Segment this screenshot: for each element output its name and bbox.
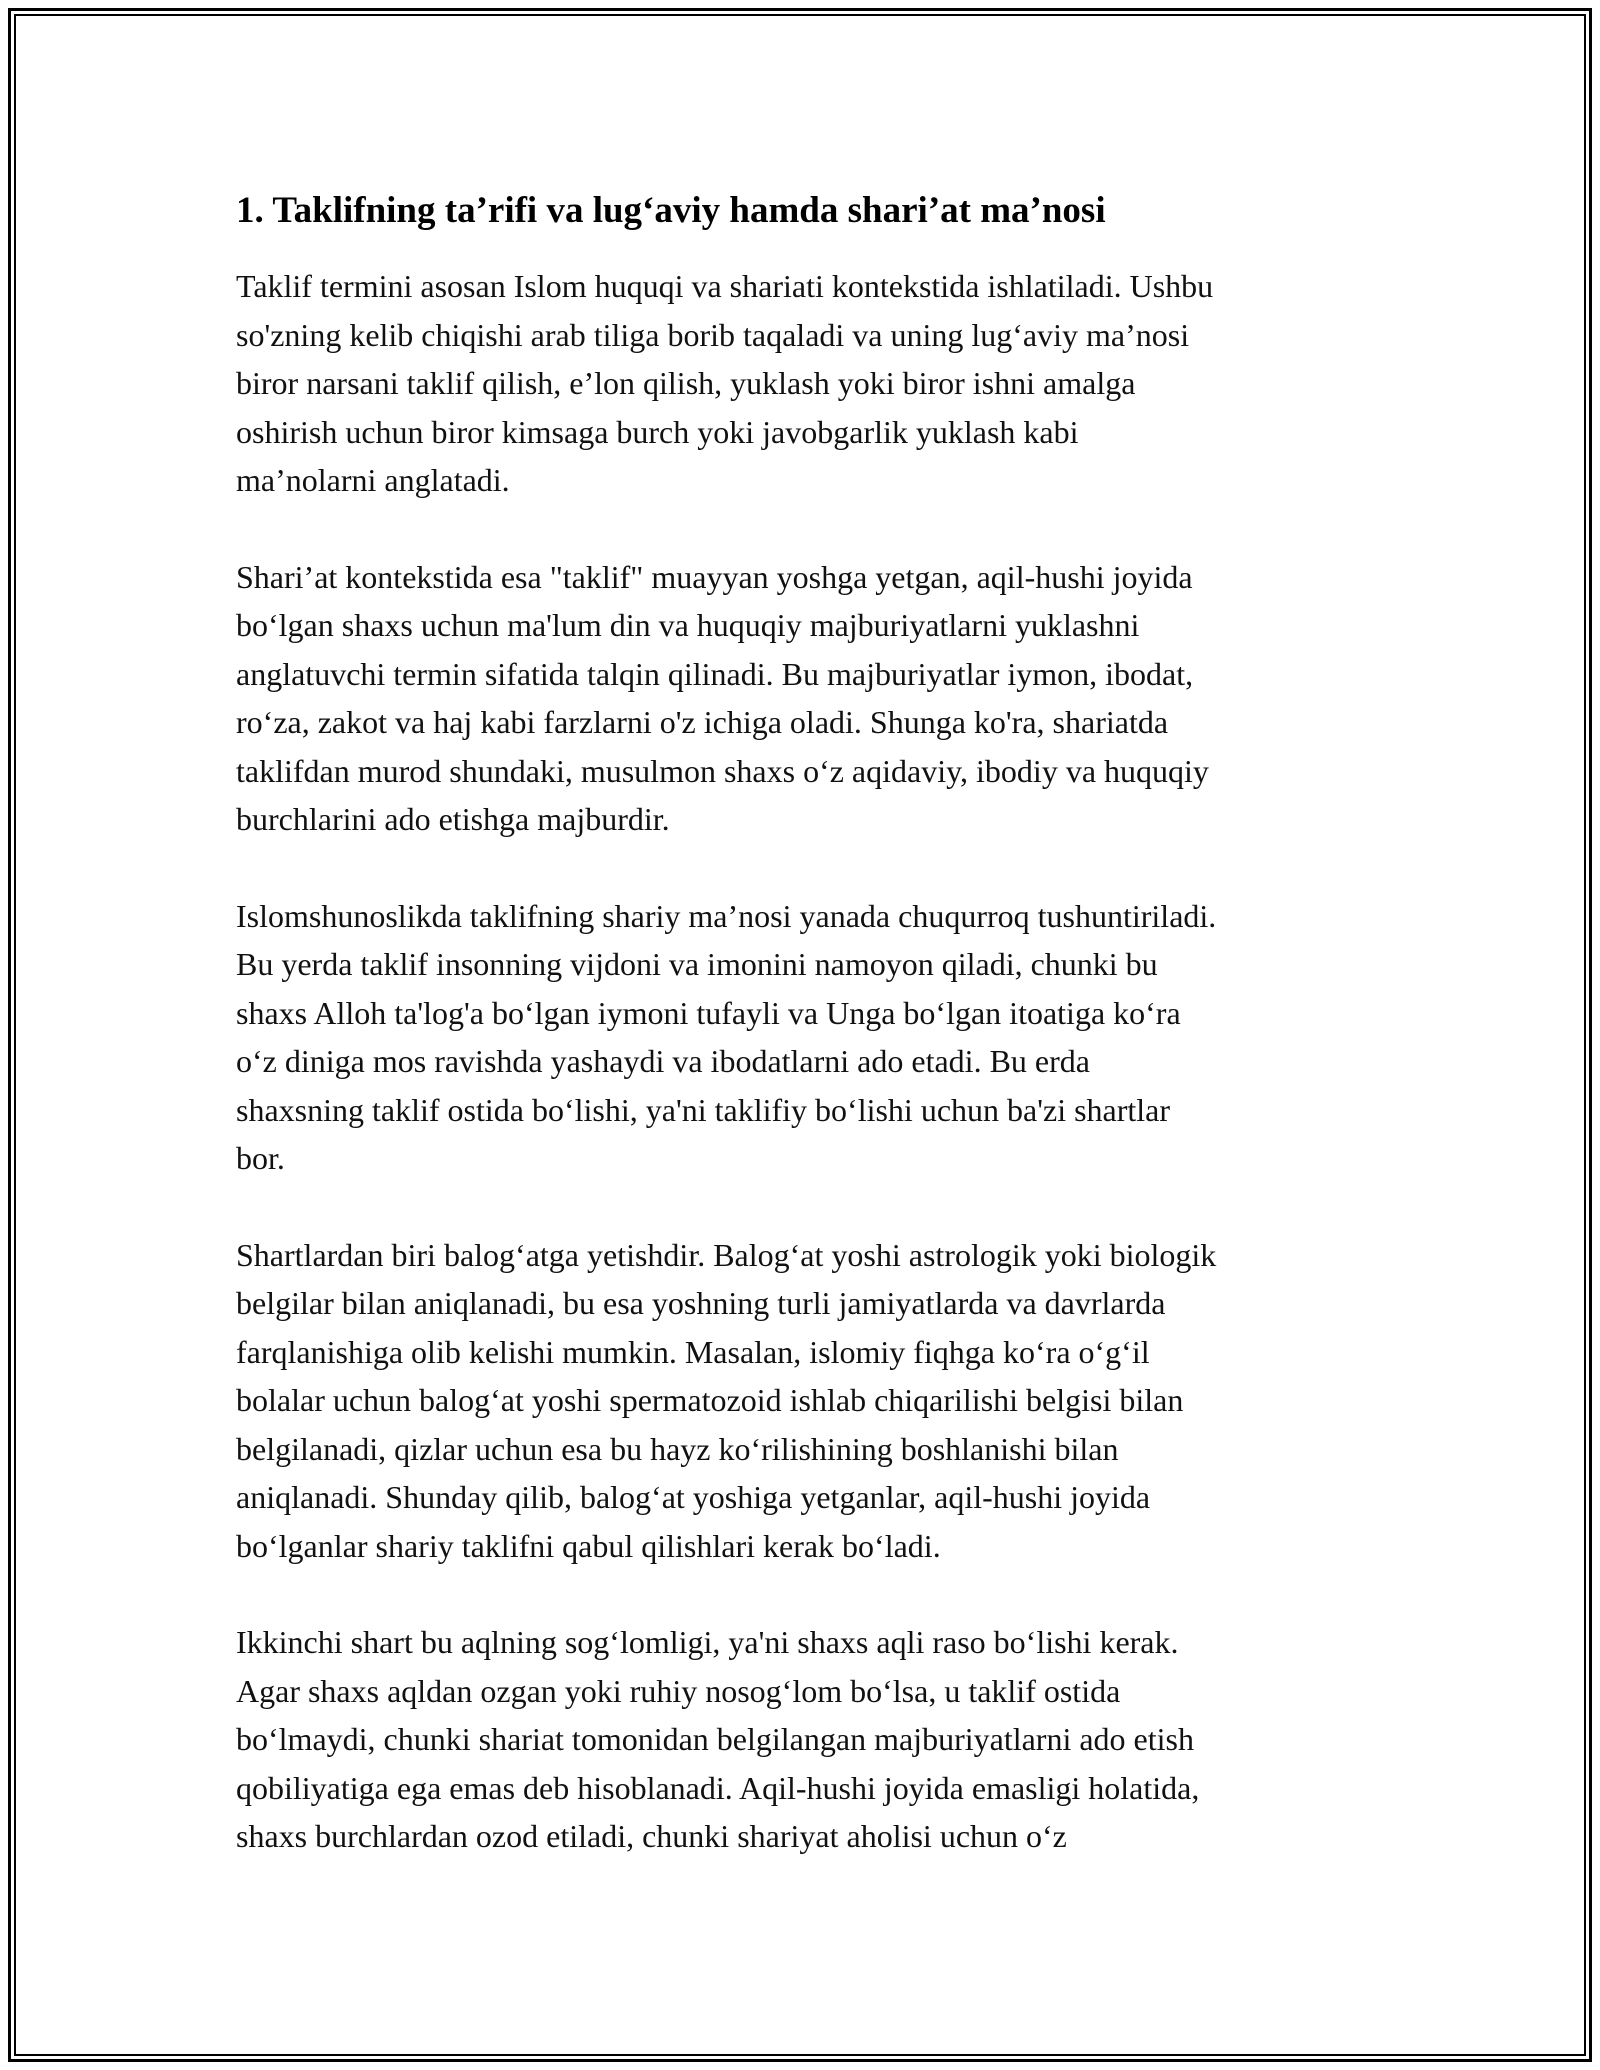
- text-line: bo‘lmaydi, chunki shariat tomonidan belgilangan majburiyatlarni ado etish: [236, 1721, 1194, 1757]
- document-body: [236, 186, 1376, 1909]
- text-line: Agar shaxs aqldan ozgan yoki ruhiy nosog‘lom bo‘lsa, u taklif ostida: [236, 1672, 1121, 1709]
- text-line: aniqlanadi. Shunday qilib, balog‘at yoshiga yetganlar, aqil-hushi joyida: [236, 1479, 1151, 1515]
- text-line: farqlanishiga olib kelishi mumkin. Masalan, islomiy fiqhga ko‘ra o‘g‘il: [236, 1333, 1150, 1370]
- text-line: bo‘lgan shaxs uchun ma'lum din va huquqiy majburiyatlarni yuklashni: [236, 607, 1140, 643]
- paragraph-2: [236, 553, 1376, 844]
- paragraph-3: [236, 892, 1376, 1183]
- text-line: Shari’at kontekstida esa "taklif" muayyan yoshga yetgan, aqil-hushi joyida: [236, 558, 1193, 595]
- text-line: bo‘lganlar shariy taklifni qabul qilishlari kerak bo‘ladi.: [236, 1527, 941, 1564]
- text-line: shaxsning taklif ostida bo‘lishi, ya'ni taklifiy bo‘lishi uchun ba'zi shartlar: [236, 1091, 1171, 1128]
- text-line: shaxs Alloh ta'log'a bo‘lgan iymoni tufayli va Unga bo‘lgan itoatiga ko‘ra: [236, 994, 1181, 1031]
- paragraph-5: [236, 1618, 1376, 1861]
- text-line: so'zning kelib chiqishi arab tiliga borib taqaladi va uning lug‘aviy ma’nosi: [236, 316, 1190, 353]
- text-line: Taklif termini asosan Islom huquqi va shariati kontekstida ishlatiladi. Ushbu: [236, 268, 1214, 304]
- text-line: Ikkinchi shart bu aqlning sog‘lomligi, ya'ni shaxs aqli raso bo‘lishi kerak.: [236, 1624, 1179, 1660]
- text-line: Bu yerda taklif insonning vijdoni va imonini namoyon qiladi, chunki bu: [236, 946, 1158, 982]
- text-line: taklifdan murod shundaki, musulmon shaxs o‘z aqidaviy, ibodiy va huquqiy: [236, 752, 1209, 789]
- text-line: Islomshunoslikda taklifning shariy ma’nosi yanada chuqurroq tushuntiriladi.: [236, 897, 1217, 934]
- text-line: shaxs burchlardan ozod etiladi, chunki shariyat aholisi uchun o‘z: [236, 1818, 1067, 1854]
- section-heading: 1. Taklifning ta’rifi va lug‘aviy hamda shari’at ma’nosi: [236, 190, 1106, 231]
- text-line: qobiliyatiga ega emas deb hisoblanadi. Aqil-hushi joyida emasligi holatida,: [236, 1769, 1200, 1806]
- text-line: anglatuvchi termin sifatida talqin qilinadi. Bu majburiyatlar iymon, ibodat,: [236, 655, 1194, 692]
- text-line: belgilar bilan aniqlanadi, bu esa yoshning turli jamiyatlarda va davrlarda: [236, 1285, 1166, 1321]
- text-line: ro‘za, zakot va haj kabi farzlarni o'z ichiga oladi. Shunga ko'ra, shariatda: [236, 704, 1169, 740]
- paragraph-4: [236, 1231, 1376, 1571]
- text-line: o‘z diniga mos ravishda yashaydi va ibodatlarni ado etadi. Bu erda: [236, 1043, 1090, 1079]
- text-line: bolalar uchun balog‘at yoshi spermatozoid ishlab chiqarilishi belgisi bilan: [236, 1382, 1184, 1418]
- text-line: Shartlardan biri balog‘atga yetishdir. Balog‘at yoshi astrologik yoki biologik: [236, 1236, 1217, 1273]
- text-line: belgilanadi, qizlar uchun esa bu hayz ko‘rilishining boshlanishi bilan: [236, 1430, 1119, 1467]
- text-line: oshirish uchun biror kimsaga burch yoki javobgarlik yuklash kabi: [236, 413, 1079, 450]
- paragraph-container: [236, 262, 1376, 1861]
- paragraph-1: [236, 262, 1376, 505]
- text-line: bor.: [236, 1140, 285, 1176]
- text-line: biror narsani taklif qilish, e’lon qilish, yuklash yoki biror ishni amalga: [236, 365, 1136, 401]
- text-line: burchlarini ado etishga majburdir.: [236, 801, 670, 837]
- text-line: ma’nolarni anglatadi.: [236, 462, 510, 498]
